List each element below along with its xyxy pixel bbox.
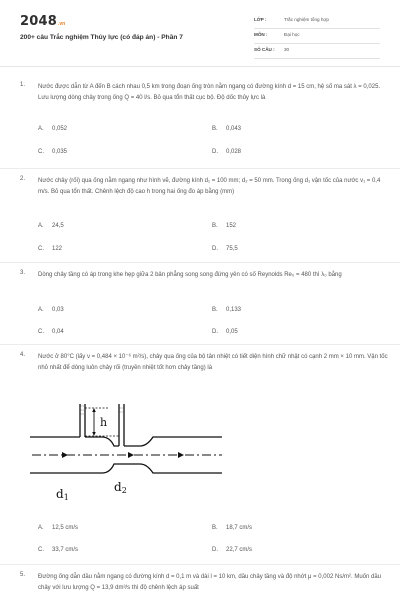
page-header xyxy=(0,0,400,66)
option-letter: B. xyxy=(212,525,218,531)
meta-value: Đại học xyxy=(284,32,300,37)
question-number: 5. xyxy=(20,572,26,578)
question-5 xyxy=(20,572,384,600)
meta-value: Trắc nghiệm tổng hợp xyxy=(284,17,329,22)
option-value: 33,7 cm/s xyxy=(52,547,79,553)
meta-row-class xyxy=(254,14,380,29)
option-c[interactable] xyxy=(38,547,78,553)
option-a[interactable] xyxy=(38,223,64,229)
question-text: Nước chảy (rối) qua ống nằm ngang như hình vẽ, đường kính d₁ = 100 mm; d₂ = 50 mm. Trong ống d₁ vận tốc của nước v₁ = 0,4 m/s. Bỏ qua tổn thất. Chênh lệch độ cao h trong hai ống đo áp bằng (mm) xyxy=(38,178,381,195)
option-d[interactable] xyxy=(212,149,241,155)
option-a[interactable] xyxy=(38,307,64,313)
option-c[interactable] xyxy=(38,149,67,155)
option-a[interactable] xyxy=(38,525,78,531)
meta-label: LỚP : xyxy=(254,17,267,22)
h-label: h xyxy=(100,416,108,429)
meta-label: SỐ CÂU : xyxy=(254,47,275,52)
logo-text: 2048 xyxy=(20,14,57,29)
question-text: Dòng chảy tầng có áp trong khe hẹp giữa 2 bản phẳng song song đứng yên có số Reynolds Re₀ = 480 thì λ₀ bằng xyxy=(38,272,342,278)
option-c[interactable] xyxy=(38,246,62,252)
meta-row-subject xyxy=(254,29,380,44)
meta-label: MÔN : xyxy=(254,32,268,37)
option-letter: B. xyxy=(212,223,218,229)
option-d[interactable] xyxy=(212,329,238,335)
option-letter: C. xyxy=(38,329,44,335)
site-logo[interactable] xyxy=(20,14,65,29)
option-b[interactable] xyxy=(212,223,236,229)
option-letter: B. xyxy=(212,126,218,132)
option-value: 12,5 cm/s xyxy=(52,525,79,531)
option-value: 22,7 cm/s xyxy=(226,547,253,553)
option-value: 24,5 xyxy=(52,223,64,229)
page-title: 200+ câu Trắc nghiệm Thủy lực (có đáp án) - Phần 7 xyxy=(20,34,183,41)
option-a[interactable] xyxy=(38,126,67,132)
option-value: 0,052 xyxy=(52,126,68,132)
question-3 xyxy=(20,270,384,342)
question-text: Đường ống dẫn dầu nằm ngang có đường kính d = 0,1 m và dài l = 10 km, dầu chảy tầng và độ nhớt μ = 0,002 Ns/m². Muốn dầu chảy với lưu lượng Q = 13,9 dm³/s thì độ chênh lệch áp suất xyxy=(38,574,382,591)
option-letter: D. xyxy=(212,329,218,335)
question-4 xyxy=(20,352,388,396)
option-letter: A. xyxy=(38,126,44,132)
option-value: 0,043 xyxy=(226,126,242,132)
question-text: Nước được dẫn từ A đến B cách nhau 0,5 km trong đoạn ống tròn nằm ngang có đường kính d = 15 cm, hệ số ma sát λ = 0,025. Lưu lượng dòng chảy trong ống Q = 40 l/s. Bỏ qua tổn thất cục bộ. Độ dốc thủy lực là xyxy=(38,84,381,101)
divider xyxy=(0,66,400,67)
option-value: 122 xyxy=(52,246,63,252)
option-letter: C. xyxy=(38,246,44,252)
option-d[interactable] xyxy=(212,547,252,553)
option-c[interactable] xyxy=(38,329,64,335)
question-number: 2. xyxy=(20,176,26,182)
option-d[interactable] xyxy=(212,246,238,252)
meta-table xyxy=(254,14,380,59)
option-letter: C. xyxy=(38,547,44,553)
meta-value: 30 xyxy=(284,47,290,52)
option-letter: A. xyxy=(38,223,44,229)
question-number: 4. xyxy=(20,352,26,358)
option-b[interactable] xyxy=(212,307,241,313)
question-1 xyxy=(20,82,384,162)
divider xyxy=(0,168,400,169)
logo-domain: .vn xyxy=(57,21,66,27)
option-value: 0,05 xyxy=(226,329,238,335)
option-letter: B. xyxy=(212,307,218,313)
option-letter: A. xyxy=(38,307,44,313)
pipe-diagram xyxy=(22,400,232,512)
option-letter: A. xyxy=(38,525,44,531)
option-letter: D. xyxy=(212,547,218,553)
divider xyxy=(0,262,400,263)
option-value: 0,03 xyxy=(52,307,64,313)
option-letter: D. xyxy=(212,246,218,252)
question-number: 1. xyxy=(20,82,26,88)
divider xyxy=(0,344,400,345)
option-value: 75,5 xyxy=(226,246,238,252)
option-letter: C. xyxy=(38,149,44,155)
question-number: 3. xyxy=(20,270,26,276)
option-value: 0,04 xyxy=(52,329,64,335)
question-2 xyxy=(20,176,384,260)
d1-label: d1 xyxy=(56,487,69,502)
option-value: 152 xyxy=(226,223,237,229)
option-value: 0,028 xyxy=(226,149,242,155)
d2-label: d2 xyxy=(114,480,127,495)
meta-row-count xyxy=(254,44,380,59)
option-value: 0,035 xyxy=(52,149,68,155)
option-letter: D. xyxy=(212,149,218,155)
option-value: 0,133 xyxy=(226,307,242,313)
question-text: Nước ở 80°C (lấy ν = 0,484 × 10⁻⁶ m²/s), chảy qua ống của bộ tản nhiệt có tiết diện hình chữ nhật có cạnh 2 mm × 10 mm. Vận tốc nhỏ nhất để dòng luôn chảy rối (truyền nhiệt tốt hơn chảy tầng) là xyxy=(38,354,388,371)
option-value: 18,7 cm/s xyxy=(226,525,253,531)
option-b[interactable] xyxy=(212,126,241,132)
divider xyxy=(0,564,400,565)
option-b[interactable] xyxy=(212,525,252,531)
